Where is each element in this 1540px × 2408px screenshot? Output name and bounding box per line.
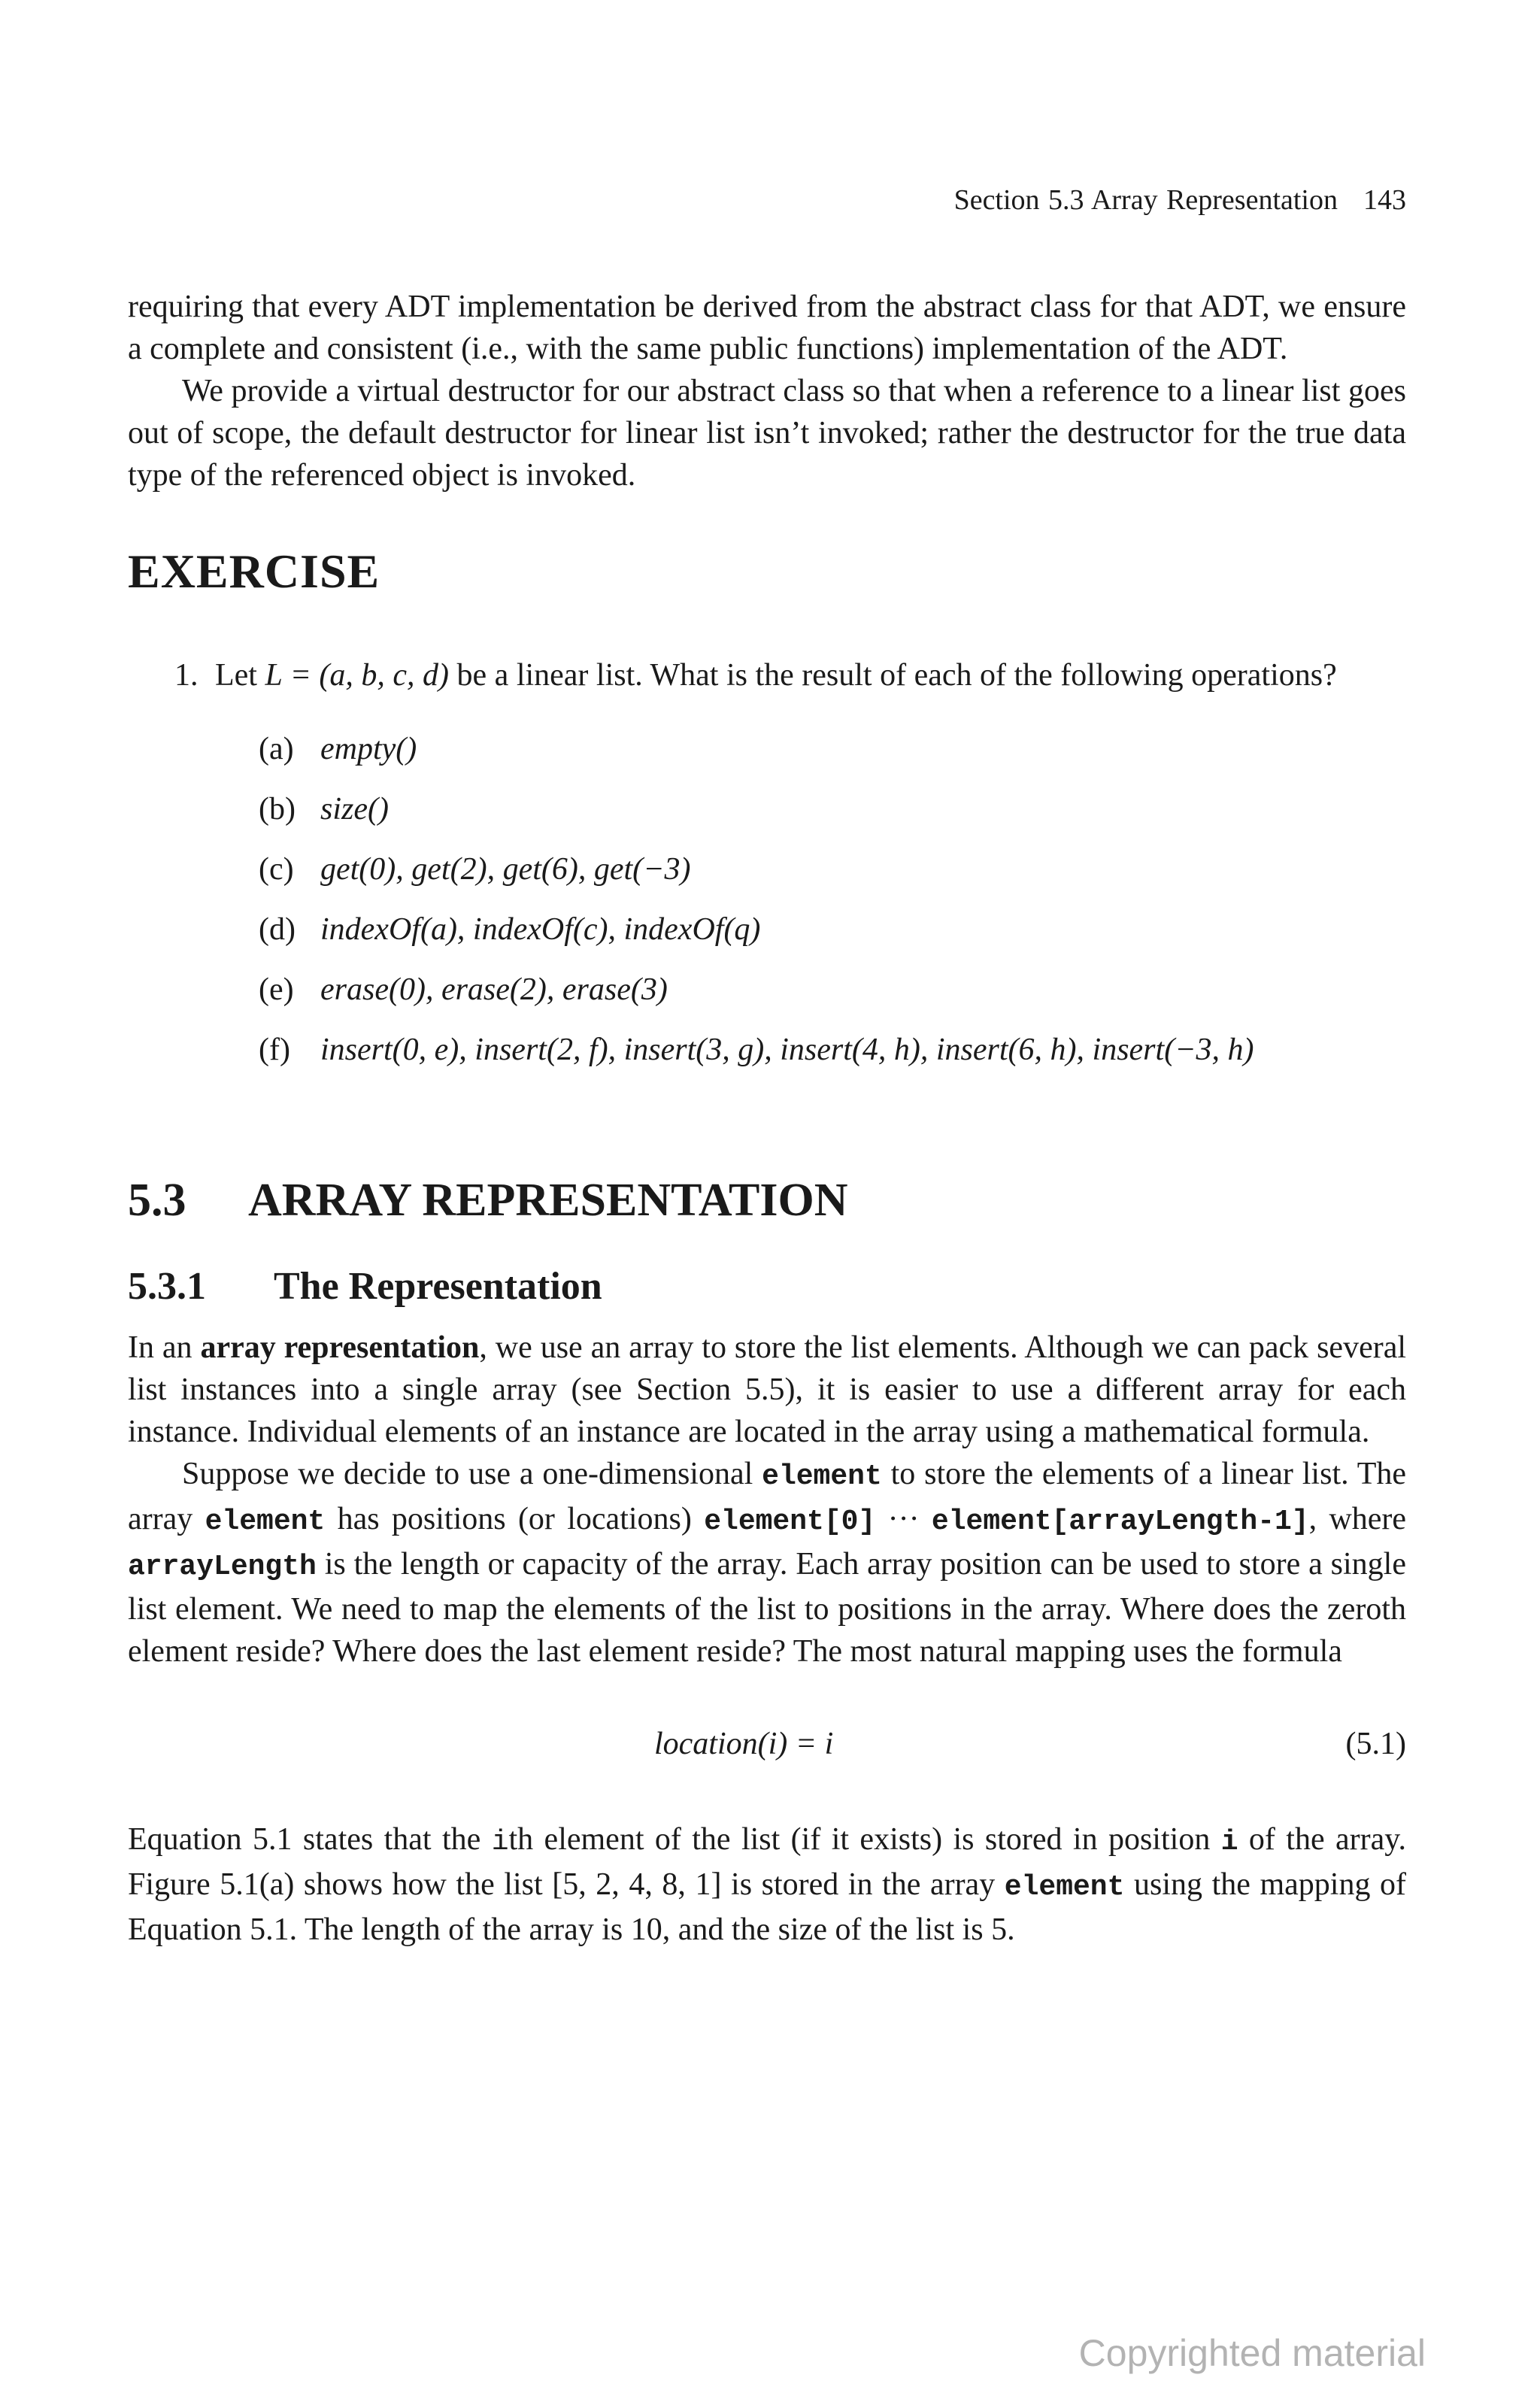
term-array-representation: array representation bbox=[200, 1330, 480, 1365]
code-element-0: element[0] bbox=[704, 1506, 876, 1538]
code-element: element bbox=[1004, 1871, 1125, 1903]
exercise-question-prefix: Let bbox=[215, 658, 257, 693]
exercise-question-suffix: be a linear list. What is the result of each of the following operations? bbox=[456, 658, 1337, 693]
equation-number: (5.1) bbox=[1345, 1727, 1406, 1761]
exercise-part-e bbox=[259, 960, 1540, 1020]
part-text: erase(0), erase(2), erase(3) bbox=[320, 972, 668, 1007]
part-label: (a) bbox=[259, 732, 294, 766]
text-run: is the length or capacity of the array. Each array position can be used to store a single list element. We need to map the elements of the list to positions in the array. Where does the zeroth element reside? Where does the last element reside? The most natural mapping uses the formula bbox=[128, 1547, 1406, 1669]
intro-paragraph-2: We provide a virtual destructor for our abstract class so that when a reference to a linear list goes out of scope, the default destructor for linear list isn’t invoked; rather the destructor for the true data type of the referenced object is invoked. bbox=[128, 374, 1406, 493]
text-run: Suppose we decide to use a one-dimensional bbox=[182, 1457, 753, 1491]
exercise-parts bbox=[174, 719, 1540, 1080]
text-run: of the array. Figure 5.1(a) shows how the list [5, 2, 4, 8, 1] is stored in the array bbox=[128, 1822, 1407, 1902]
section-title: ARRAY REPRESENTATION bbox=[248, 1175, 848, 1226]
ellipsis: ··· bbox=[887, 1502, 920, 1536]
text-run: has positions (or locations) bbox=[337, 1502, 692, 1536]
code-i: i bbox=[491, 1826, 509, 1858]
code-i: i bbox=[1220, 1826, 1238, 1858]
exercise-part-d bbox=[259, 899, 1540, 960]
subsection-title: The Representation bbox=[274, 1265, 602, 1308]
body-paragraph-2 bbox=[128, 1453, 1406, 1673]
text-run: using the mapping of Equation 5.1. The length of the array is 10, and the size of the list is 5. bbox=[128, 1867, 1407, 1947]
body-paragraph-1 bbox=[128, 1327, 1406, 1453]
exercise-heading: EXERCISE bbox=[128, 544, 380, 598]
exercise-part-c bbox=[259, 839, 1540, 899]
exercise-question-math: L = (a, b, c, d) bbox=[265, 658, 450, 693]
part-label: (c) bbox=[259, 852, 294, 887]
text-run: In an bbox=[128, 1330, 192, 1365]
part-text: size() bbox=[320, 792, 389, 826]
equation-body: location(i) = i bbox=[654, 1727, 834, 1761]
part-text: indexOf(a), indexOf(c), indexOf(q) bbox=[320, 912, 761, 947]
section-number: 5.3 bbox=[128, 1175, 186, 1226]
code-element: element bbox=[205, 1506, 326, 1538]
text-run: , we use an array to store the list elements. Although we can pack several list instances into a single array (see Section 5.5), it is easier to use a different array for each instance. Individual elements of an instance are located in the array using a mathematical formula. bbox=[128, 1330, 1407, 1449]
page-number: 143 bbox=[1363, 184, 1406, 216]
exercise-item-number: 1. bbox=[174, 658, 199, 693]
running-header bbox=[954, 183, 1406, 217]
intro-paragraph-1: requiring that every ADT implementation be derived from the abstract class for that ADT, we ensure a complete and consistent (i.e., with the same public functions) implementation of the ADT. bbox=[128, 290, 1406, 366]
exercise-part-a bbox=[259, 719, 1540, 779]
body-paragraph-3 bbox=[128, 1818, 1406, 1951]
code-element: element bbox=[762, 1460, 882, 1493]
page-content bbox=[128, 286, 1406, 1951]
exercise-part-b bbox=[259, 779, 1540, 839]
subsection-number: 5.3.1 bbox=[128, 1265, 206, 1308]
equation-5-1 bbox=[128, 1718, 1406, 1770]
exercise-item bbox=[174, 654, 1406, 696]
part-label: (b) bbox=[259, 792, 296, 826]
text-run: th element of the list (if it exists) is stored in position bbox=[508, 1822, 1211, 1857]
copyright-watermark: Copyrighted material bbox=[1078, 2332, 1426, 2374]
exercise-list bbox=[128, 654, 1406, 1080]
part-label: (d) bbox=[259, 912, 296, 947]
part-text: insert(0, e), insert(2, f), insert(3, g), insert(4, h), insert(6, h), insert(−3, h) bbox=[320, 1033, 1254, 1067]
code-element-last: element[arrayLength-1] bbox=[931, 1506, 1309, 1538]
part-label: (e) bbox=[259, 972, 294, 1007]
subsection-heading bbox=[128, 1260, 1406, 1313]
exercise-part-f bbox=[259, 1020, 1540, 1080]
part-text: get(0), get(2), get(6), get(−3) bbox=[320, 852, 691, 887]
part-label: (f) bbox=[259, 1033, 290, 1067]
running-title: Section 5.3 Array Representation bbox=[953, 184, 1338, 216]
part-text: empty() bbox=[320, 732, 417, 766]
text-run: , where bbox=[1308, 1502, 1407, 1536]
code-arraylength: arrayLength bbox=[128, 1551, 317, 1583]
text-run: Equation 5.1 states that the bbox=[128, 1822, 481, 1857]
text-run: to store the elements of a linear list. The array bbox=[128, 1457, 1407, 1536]
section-heading bbox=[128, 1170, 1406, 1230]
